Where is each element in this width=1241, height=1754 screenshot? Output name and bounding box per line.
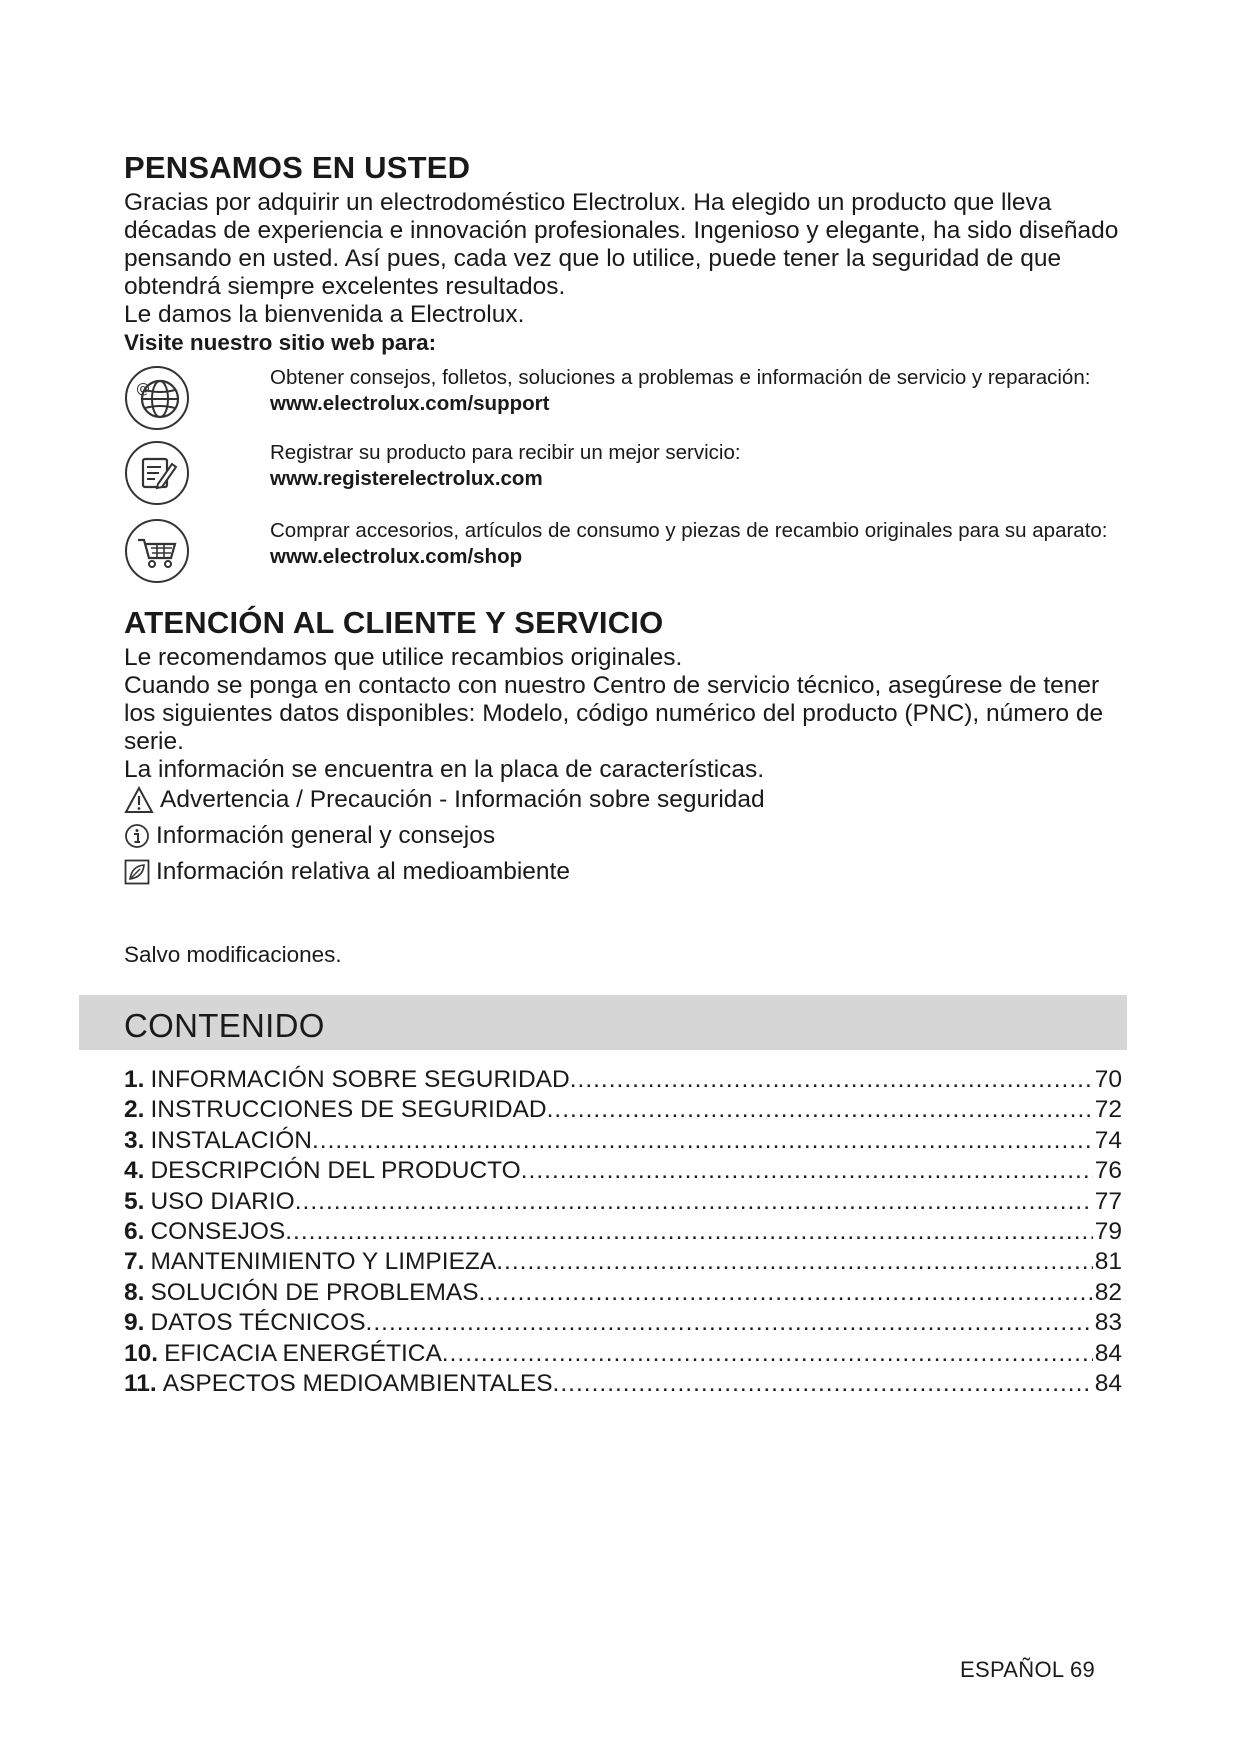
toc-entry[interactable]: 1. INFORMACIÓN SOBRE SEGURIDAD ..... 70: [124, 1066, 1122, 1096]
service-line-contacto: Cuando se ponga en contacto con nuestro Centro de servicio técnico, asegúrese de tener los siguientes datos disponibles: Modelo, código numérico del producto (PNC), número de serie.: [124, 672, 1104, 755]
table-of-contents: [124, 1066, 1122, 1400]
legend-item-info: [124, 818, 765, 854]
footer-language: ESPAÑOL: [960, 1657, 1064, 1682]
intro-text: [124, 189, 1124, 357]
contents-title: CONTENIDO: [124, 1007, 325, 1044]
toc-entry[interactable]: 8. SOLUCIÓN DE PROBLEMAS ..... 82: [124, 1279, 1122, 1309]
toc-entry[interactable]: 5. USO DIARIO ..... 77: [124, 1188, 1122, 1218]
toc-page-number: 81: [1094, 1248, 1122, 1276]
section-title-atencion: ATENCIÓN AL CLIENTE Y SERVICIO: [124, 605, 664, 640]
support-text: Obtener consejos, folletos, soluciones a problemas e información de servicio y reparación:: [270, 366, 1091, 389]
toc-page-number: 76: [1094, 1157, 1122, 1185]
toc-page-number: 83: [1094, 1309, 1122, 1337]
support-link[interactable]: www.electrolux.com/support: [270, 392, 550, 415]
symbol-legend: [124, 782, 765, 890]
service-line-placa: La información se encuentra en la placa de características.: [124, 756, 765, 783]
page-footer: [960, 1657, 1095, 1683]
toc-label: INFORMACIÓN SOBRE SEGURIDAD: [150, 1066, 570, 1093]
service-line-recambios: Le recomendamos que utilice recambios originales.: [124, 644, 683, 671]
toc-entry[interactable]: 3. INSTALACIÓN ..... 74: [124, 1127, 1122, 1157]
toc-entry[interactable]: 4. DESCRIPCIÓN DEL PRODUCTO ..... 76: [124, 1157, 1122, 1187]
shop-text: Comprar accesorios, artículos de consumo y piezas de recambio originales para su aparato:: [270, 519, 1108, 542]
legend-environment-text: Información relativa al medioambiente: [156, 858, 570, 885]
toc-label: MANTENIMIENTO Y LIMPIEZA: [150, 1248, 497, 1276]
legend-warning-text: Advertencia / Precaución - Información sobre seguridad: [160, 786, 765, 813]
toc-entry[interactable]: 10. EFICACIA ENERGÉTICA ..... 84: [124, 1340, 1122, 1370]
disclaimer: Salvo modificaciones.: [124, 942, 342, 967]
visit-label: Visite nuestro sitio web para:: [124, 330, 437, 355]
toc-label: INSTALACIÓN: [150, 1126, 312, 1154]
toc-page-number: 77: [1094, 1187, 1122, 1215]
globe-icon: [124, 365, 190, 431]
service-text: [124, 644, 1124, 784]
toc-page-number: 79: [1094, 1217, 1122, 1245]
info-icon: [124, 823, 150, 849]
footer-page-number: 69: [1070, 1657, 1096, 1682]
toc-label: EFICACIA ENERGÉTICA: [164, 1339, 442, 1367]
toc-page-number: 72: [1094, 1096, 1122, 1124]
shopping-cart-icon: [124, 518, 190, 584]
toc-page-number: 84: [1094, 1369, 1122, 1397]
section-title-pensamos: PENSAMOS EN USTED: [124, 150, 471, 185]
legend-item-warning: [124, 782, 765, 818]
warning-icon: [124, 786, 154, 814]
toc-label: DATOS TÉCNICOS: [150, 1309, 366, 1337]
welcome-line: Le damos la bienvenida a Electrolux.: [124, 301, 525, 328]
toc-page-number: 70: [1094, 1066, 1122, 1093]
toc-page-number: 84: [1094, 1339, 1122, 1367]
register-text: Registrar su producto para recibir un mejor servicio:: [270, 441, 741, 464]
toc-entry[interactable]: 11. ASPECTOS MEDIOAMBIENTALES ..... 84: [124, 1370, 1122, 1400]
toc-label: CONSEJOS: [150, 1217, 286, 1245]
toc-entry[interactable]: 7. MANTENIMIENTO Y LIMPIEZA ..... 81: [124, 1248, 1122, 1278]
toc-page-number: 74: [1094, 1126, 1122, 1154]
environment-icon: [124, 859, 150, 885]
toc-page-number: 82: [1094, 1278, 1122, 1306]
legend-info-text: Información general y consejos: [156, 822, 496, 849]
toc-label: SOLUCIÓN DE PROBLEMAS: [150, 1278, 479, 1306]
toc-label: USO DIARIO: [150, 1187, 295, 1215]
toc-label: ASPECTOS MEDIOAMBIENTALES: [162, 1369, 553, 1397]
svg-text:@: @: [136, 381, 150, 397]
toc-entry[interactable]: 6. CONSEJOS ..... 79: [124, 1218, 1122, 1248]
toc-entry[interactable]: 9. DATOS TÉCNICOS ..... 83: [124, 1309, 1122, 1339]
toc-entry[interactable]: 2. INSTRUCCIONES DE SEGURIDAD ..... 72: [124, 1096, 1122, 1126]
register-icon: [124, 440, 190, 506]
legend-item-environment: [124, 854, 765, 890]
register-link[interactable]: www.registerelectrolux.com: [270, 467, 543, 490]
toc-label: INSTRUCCIONES DE SEGURIDAD: [150, 1096, 547, 1124]
intro-paragraph: Gracias por adquirir un electrodoméstico Electrolux. Ha elegido un producto que lleva décadas de experiencia e innovación profesionales. Ingenioso y elegante, ha sido diseñado pensando en usted. Así pues, cada vez que lo utilice, puede tener la seguridad de que obtendrá siempre excelentes resultados.: [124, 189, 1119, 300]
toc-label: DESCRIPCIÓN DEL PRODUCTO: [150, 1157, 521, 1185]
shop-link[interactable]: www.electrolux.com/shop: [270, 545, 523, 568]
